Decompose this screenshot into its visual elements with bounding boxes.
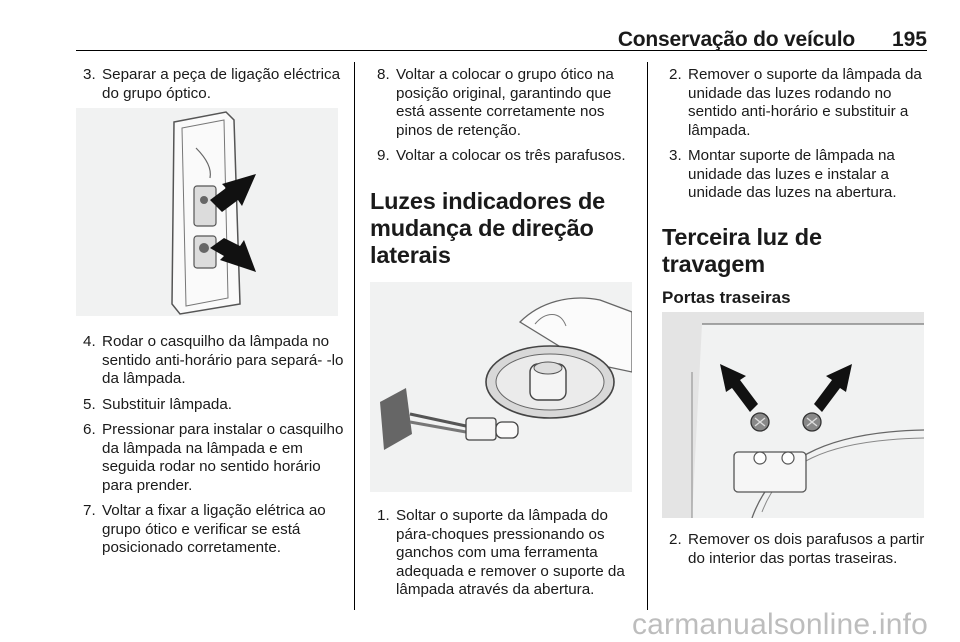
instruction-step: 2. Remover o suporte da lâmpada da unidade das luzes rodando no sentido anti-horário e substituir a lâmpada. [669,66,922,139]
column-divider-1 [354,62,355,610]
instruction-step: 5. Substituir lâmpada. [83,395,233,413]
step-text: Substituir lâmpada. [102,395,233,413]
figure-third-brake-light [662,312,924,518]
instruction-step: 4. Rodar o casquilho da lâmpada no sentido anti-horário para separá- -lo da lâmpada. [83,333,344,387]
column-3-lower [662,531,930,575]
step-text: Voltar a fixar a ligação elétrica ao grupo ótico e verificar se está posicionado corretamente. [102,502,326,556]
step-text: Soltar o suporte da lâmpada do pára-choques pressionando os ganchos com uma ferramenta adequada e remover o suporte da lâmpada através da abertura. [396,507,625,598]
column-2-lower [370,507,636,607]
step-text: Separar a peça de ligação eléctrica do grupo óptico. [102,66,341,102]
instruction-step: 1. Soltar o suporte da lâmpada do pára-choques pressionando os ganchos com uma ferramenta adequada e remover o suporte da lâmpada através da abertura. [377,507,625,598]
subsection-heading: Portas traseiras [662,287,791,307]
instruction-step: 7. Voltar a fixar a ligação elétrica ao grupo ótico e verificar se está posicionado corretamente. [83,502,326,556]
instruction-step: 8. Voltar a colocar o grupo ótico na posição original, garantindo que está assente corretamente nos pinos de retenção. [377,66,614,139]
page-number: 195 [891,28,927,51]
page-header [76,28,927,51]
step-text: Remover os dois parafusos a partir do interior das portas traseiras. [688,531,925,567]
column-3 [662,66,930,339]
step-text: Remover o suporte da lâmpada da unidade das luzes rodando no sentido anti-horário e substituir a lâmpada. [688,66,922,139]
instruction-step: 3. Separar a peça de ligação eléctrica do grupo óptico. [83,66,341,102]
column-1-lower [76,333,344,565]
step-text: Montar suporte de lâmpada na unidade das luzes e instalar a unidade das luzes na abertura. [688,147,897,201]
section-title: Conservação do veículo [617,28,855,51]
step-text: Pressionar para instalar o casquilho da lâmpada na lâmpada e em seguida rodar no sentido horário para prender. [102,421,344,494]
instruction-step: 9. Voltar a colocar os três parafusos. [377,147,626,164]
column-2 [370,66,636,269]
section-heading: Luzes indicadores de mudança de direção laterais [370,187,605,268]
figure-headlamp-connector [76,108,338,316]
instruction-step: 2. Remover os dois parafusos a partir do interior das portas traseiras. [669,531,925,567]
column-divider-2 [647,62,648,610]
section-heading: Terceira luz de travagem [662,223,822,277]
step-text: Voltar a colocar os três parafusos. [396,147,626,164]
column-1 [76,66,344,103]
instruction-step: 3. Montar suporte de lâmpada na unidade das luzes e instalar a unidade das luzes na abertura. [669,147,897,201]
step-text: Voltar a colocar o grupo ótico na posição original, garantindo que está assente corretamente nos pinos de retenção. [396,66,614,139]
instruction-step: 6. Pressionar para instalar o casquilho da lâmpada na lâmpada e em seguida rodar no sentido horário para prender. [83,421,344,494]
figure-side-indicator [370,282,632,492]
step-text: Rodar o casquilho da lâmpada no sentido anti-horário para separá- -lo da lâmpada. [102,333,344,387]
watermark: carmanualsonline.info [631,608,928,641]
